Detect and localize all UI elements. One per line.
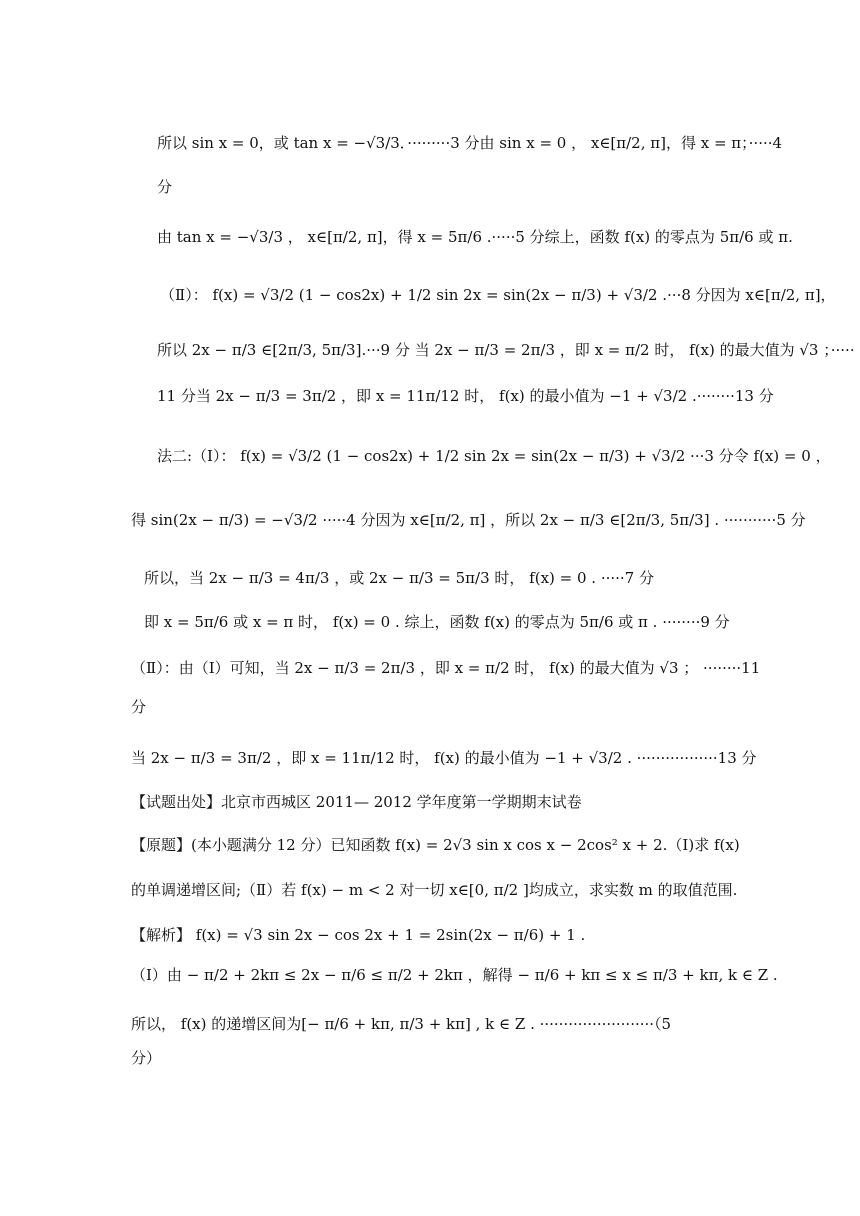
solution-line-2: 分 bbox=[157, 178, 173, 196]
solution-line-6: 11 分当 2x − π/3 = 3π/2 ，即 x = 11π/12 时， f(x) 的最小值为 −1 + √3/2 .········13 分 bbox=[157, 387, 774, 405]
solution-line-3: 由 tan x = −√3/3 ， x∈[π/2, π]，得 x = 5π/6 .·····5 分综上，函数 f(x) 的零点为 5π/6 或 π. bbox=[157, 228, 793, 246]
method2-line-1: 法二:（Ⅰ）： f(x) = √3/2 (1 − cos2x) + 1/2 sin 2x = sin(2x − π/3) + √3/2 ···3 分令 f(x) = 0 ， bbox=[157, 447, 831, 465]
analysis-line-1: 【解析】 f(x) = √3 sin 2x − cos 2x + 1 = 2sin(2x − π/6) + 1 . bbox=[131, 926, 586, 944]
method2-line-2: 得 sin(2x − π/3) = −√3/2 ·····4 分因为 x∈[π/2, π] ，所以 2x − π/3 ∈[2π/3, 5π/3] . ···········5 分 bbox=[131, 511, 806, 529]
solution-line-5: 所以 2x − π/3 ∈[2π/3, 5π/3].···9 分 当 2x − π/3 = 2π/3 ，即 x = π/2 时， f(x) 的最大值为 √3 ；····· bbox=[157, 341, 855, 359]
method2-line-7: 当 2x − π/3 = 3π/2 ，即 x = 11π/12 时， f(x) 的最小值为 −1 + √3/2 . ·················13 分 bbox=[131, 749, 757, 767]
method2-line-3: 所以，当 2x − π/3 = 4π/3 ，或 2x − π/3 = 5π/3 时， f(x) = 0 . ·····7 分 bbox=[144, 569, 654, 587]
problem-line-1: 【原题】(本小题满分 12 分）已知函数 f(x) = 2√3 sin x cos x − 2cos² x + 2.（Ⅰ)求 f(x) bbox=[131, 836, 740, 854]
analysis-line-2: （Ⅰ）由 − π/2 + 2kπ ≤ 2x − π/6 ≤ π/2 + 2kπ ，解得 − π/6 + kπ ≤ x ≤ π/3 + kπ, k ∈ Z . bbox=[131, 966, 778, 984]
solution-line-1: 所以 sin x = 0，或 tan x = −√3/3．·········3 分由 sin x = 0 ， x∈[π/2, π]，得 x = π；·····4 bbox=[157, 134, 783, 152]
solution-line-4: （Ⅱ）： f(x) = √3/2 (1 − cos2x) + 1/2 sin 2x = sin(2x − π/3) + √3/2 .···8 分因为 x∈[π/2, π]， bbox=[160, 286, 836, 304]
method2-line-6: 分 bbox=[131, 698, 147, 716]
method2-line-4: 即 x = 5π/6 或 x = π 时， f(x) = 0 . 综上，函数 f(x) 的零点为 5π/6 或 π . ········9 分 bbox=[144, 613, 730, 631]
analysis-line-4: 分） bbox=[131, 1049, 162, 1067]
source-line: 【试题出处】北京市西城区 2011— 2012 学年度第一学期期末试卷 bbox=[131, 793, 582, 811]
method2-line-5: （Ⅱ）：由（Ⅰ）可知，当 2x − π/3 = 2π/3 ，即 x = π/2 时， f(x) 的最大值为 √3 ； ········11 bbox=[131, 659, 761, 677]
problem-line-2: 的单调递增区间;（Ⅱ）若 f(x) − m < 2 对一切 x∈[0, π/2 ]均成立，求实数 m 的取值范围. bbox=[131, 881, 738, 899]
analysis-line-3: 所以， f(x) 的递增区间为[− π/6 + kπ, π/3 + kπ] , k ∈ Z . ························（5 bbox=[131, 1015, 672, 1033]
